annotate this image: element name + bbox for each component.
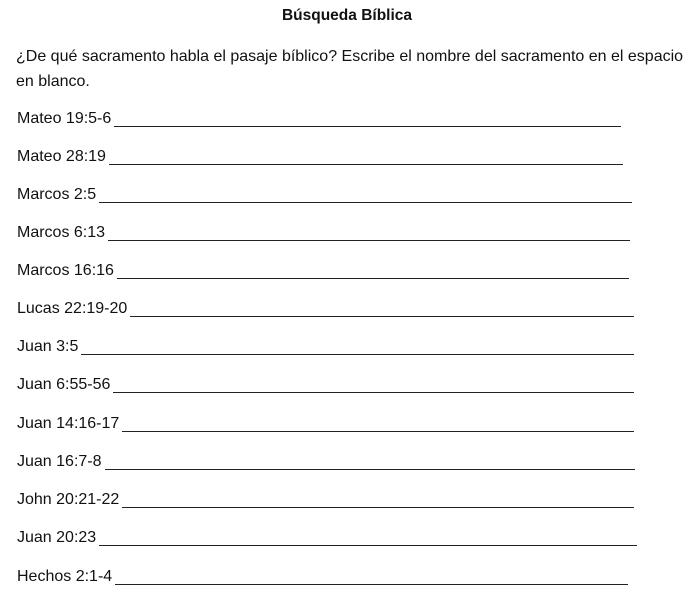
passage-reference: Mateo 19:5-6: [17, 110, 112, 127]
answer-blank[interactable]: [115, 566, 628, 585]
passage-reference: Juan 20:23: [17, 529, 97, 546]
passage-reference: John 20:21-22: [17, 491, 120, 508]
passage-reference: Juan 3:5: [17, 338, 79, 355]
passage-row: [17, 373, 634, 395]
passage-reference: Marcos 2:5: [17, 186, 97, 203]
passage-reference: Lucas 22:19-20: [17, 300, 128, 317]
answer-blank[interactable]: [99, 184, 632, 203]
passage-row: [17, 297, 634, 319]
passage-row: [17, 335, 634, 357]
answer-blank[interactable]: [117, 260, 629, 279]
passage-row: [17, 412, 634, 434]
passage-row: [17, 488, 634, 510]
worksheet-title: Búsqueda Bíblica: [281, 7, 413, 24]
passage-row: [17, 450, 635, 472]
passage-row: [17, 565, 628, 587]
answer-blank[interactable]: [114, 108, 621, 127]
passage-row: [17, 221, 630, 243]
answer-blank[interactable]: [122, 489, 634, 508]
answer-blank[interactable]: [105, 451, 635, 470]
passage-reference: Juan 6:55-56: [17, 376, 111, 393]
answer-blank[interactable]: [99, 527, 637, 546]
answer-blank[interactable]: [113, 374, 634, 393]
passage-reference: Juan 16:7-8: [17, 453, 102, 470]
passage-row: [17, 526, 637, 548]
answer-blank[interactable]: [109, 146, 623, 165]
passage-row: [17, 259, 629, 281]
passage-row: [17, 183, 632, 205]
passage-reference: Hechos 2:1-4: [17, 568, 113, 585]
passage-reference: Juan 14:16-17: [17, 415, 120, 432]
answer-blank[interactable]: [122, 413, 634, 432]
worksheet-instructions: ¿De qué sacramento habla el pasaje bíblico? Escribe el nombre del sacramento en el espacio en blanco.: [16, 48, 684, 90]
passage-reference: Marcos 6:13: [17, 224, 106, 241]
passage-reference: Mateo 28:19: [17, 148, 106, 165]
passage-row: [17, 107, 621, 129]
passage-reference: Marcos 16:16: [17, 262, 114, 279]
answer-blank[interactable]: [130, 298, 634, 317]
answer-blank[interactable]: [108, 222, 630, 241]
answer-blank[interactable]: [81, 336, 634, 355]
passage-row: [17, 145, 623, 167]
